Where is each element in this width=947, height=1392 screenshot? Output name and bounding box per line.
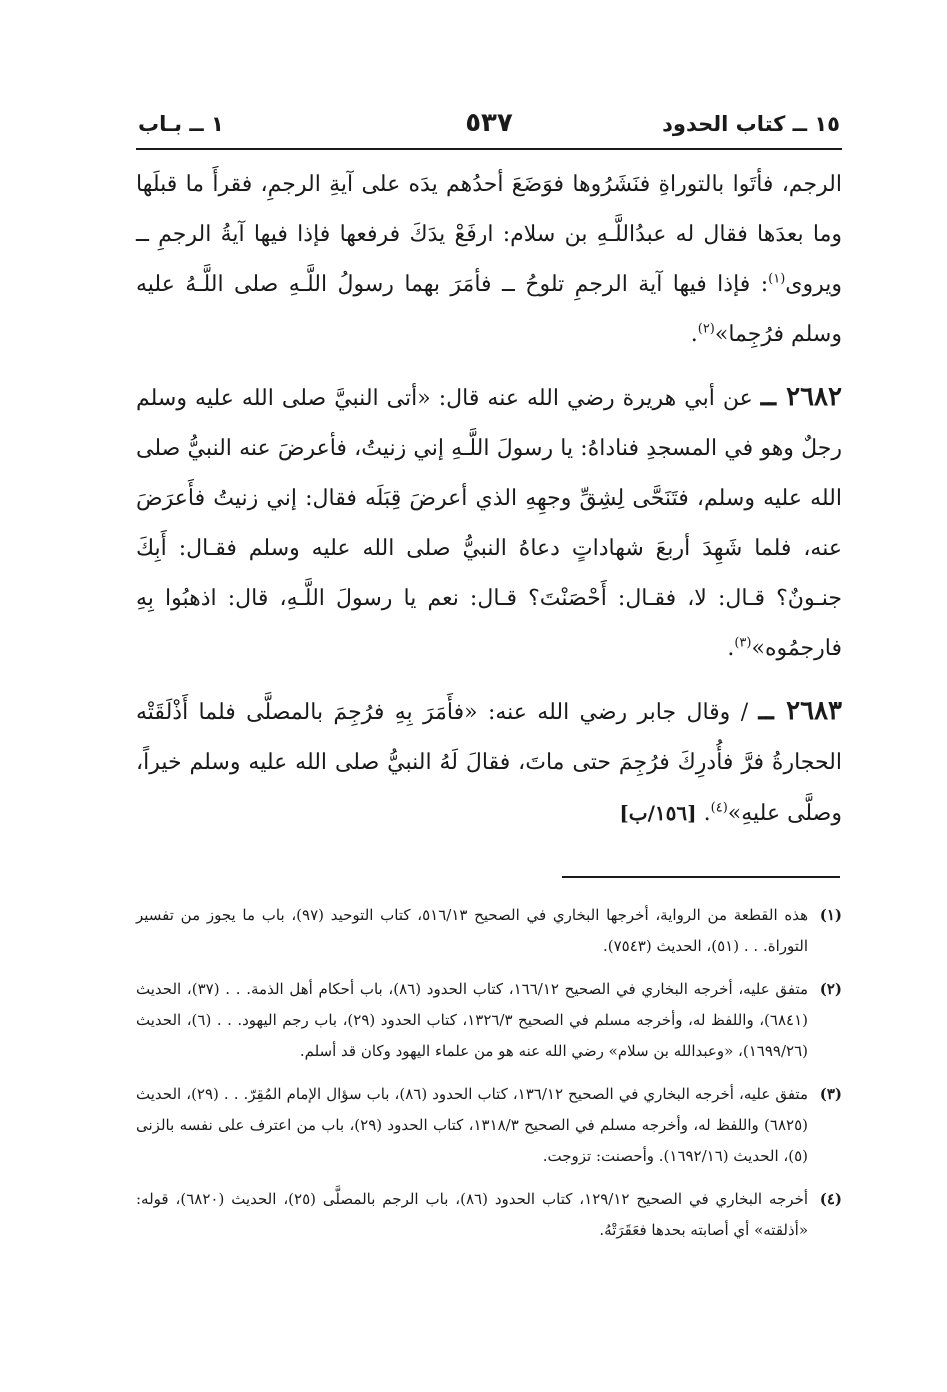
footnote-ref-1: (١) xyxy=(768,271,786,287)
footnote-ref-3: (٣) xyxy=(734,635,752,651)
hadith-2683 xyxy=(136,686,842,839)
footnote-ref-2: (٢) xyxy=(697,321,715,337)
paragraph-end: . xyxy=(703,801,711,826)
hadith-text: عن أبي هريرة رضي الله عنه قال: «أتى النبيَّ صلى الله عليه وسلم رجلٌ وهو في المسجدِ فناداهُ: يا رسولَ اللَّـهِ إني زنيتُ، فأعرضَ عنه النبيُّ صلى الله عليه وسلم، فتَنَحَّى لِشِقِّ وجهِهِ الذي أعرضَ قِبَلَه فقال: إني زنيتُ فأَعرَضَ عنه، فلما شَهِدَ أربعَ شهاداتٍ دعاهُ النبيُّ صلى الله عليه وسلم فقـال: أَبِكَ جنـونٌ؟ قـال: لا، فقـال: أَحْصَنْتَ؟ قـال: نعم يا رسولَ اللَّـهِ، قال: اذهبُوا بِهِ فارجمُوه» xyxy=(136,386,842,661)
footnote-number: (٤) xyxy=(819,1190,842,1208)
footnotes xyxy=(136,900,842,1258)
chapter-title: ١٥ ــ كتاب الحدود xyxy=(662,112,840,136)
footnote xyxy=(136,1079,842,1172)
hadith-text: وقال جابر رضي الله عنه: «فأَمَرَ بِهِ فرُجِمَ بالمصلَّى فلما أَذْلَقَتْه الحجارةُ فرَّ فأُدرِكَ فرُجِمَ حتى ماتَ، فقالَ لَهُ النبيُّ صلى الله عليه وسلم خيراً، وصلَّى عليهِ» xyxy=(136,700,842,826)
hadith-number: ٢٦٨٢ ــ xyxy=(760,382,842,412)
manuscript-slash: / xyxy=(740,700,749,725)
paragraph-text: الرجم، فأتَوا بالتوراةِ فنَشَرُوها فوَضَعَ أحدُهم يدَه على آيةِ الرجمِ، فقرأَ ما قبلَها وما بعدَها فقال له عبدُاللَّـهِ بن سلام: ارفَعْ يدَكَ فرفعها فإذا فيها آيةُ الرجمِ ــ ويروى xyxy=(136,172,842,297)
section-title: ١ ــ بـاب xyxy=(138,112,224,136)
footnote-text: متفق عليه، أخرجه البخاري في الصحيح ١٦٦/١٢، كتاب الحدود (٨٦)، باب أحكام أهل الذمة. . . (٣٧)، الحديث (٦٨٤١)، واللفظ له، وأخرجه مسلم في الصحيح ١٣٢٦/٣، كتاب الحدود (٢٩)، باب رجم اليهود. . . (٦)، الحديث (١٦٩٩/٢٦)، «وعبدالله بن سلام» رضي الله عنه هو من علماء اليهود وكان قد أسلم. xyxy=(136,980,809,1060)
footnote-divider xyxy=(562,876,840,878)
hadith-2682 xyxy=(136,372,842,674)
page-header xyxy=(138,108,840,146)
footnote-ref-4: (٤) xyxy=(710,800,728,816)
footnote xyxy=(136,900,842,962)
footnote xyxy=(136,1184,842,1246)
footnote-number: (١) xyxy=(819,906,842,924)
footnote-text: هذه القطعة من الرواية، أخرجها البخاري في الصحيح ٥١٦/١٣، كتاب التوحيد (٩٧)، باب ما يجوز من تفسير التوراة. . . (٥١)، الحديث (٧٥٤٣). xyxy=(136,906,809,955)
footnote-number: (٣) xyxy=(819,1085,842,1103)
footnote-text: أخرجه البخاري في الصحيح ١٢٩/١٢، كتاب الحدود (٨٦)، باب الرجم بالمصلَّى (٢٥)، الحديث (٦٨٢٠)، قوله: «أذلقته» أي أصابته بحدها فعَقَرَتْهُ. xyxy=(136,1190,809,1239)
paragraph-end: . xyxy=(690,322,698,347)
hadith-number: ٢٦٨٣ ــ xyxy=(758,696,843,726)
page-number: ٥٣٧ xyxy=(465,108,513,138)
paragraph-continuation xyxy=(136,160,842,360)
footnote-number: (٢) xyxy=(819,980,842,998)
main-text xyxy=(136,160,842,851)
paragraph-end: . xyxy=(727,636,735,661)
footnote-text: متفق عليه، أخرجه البخاري في الصحيح ١٣٦/١٢، كتاب الحدود (٨٦)، باب سؤال الإمام المُقِرّ. . . (٢٩)، الحديث (٦٨٢٥) واللفظ له، وأخرجه مسلم في الصحيح ١٣١٨/٣، كتاب الحدود (٢٩)، باب من اعترف على نفسه بالزنى (٥)، الحديث (١٦٩٢/١٦). وأحصنت: تزوجت. xyxy=(136,1085,809,1165)
paragraph-text: : فإذا فيها آية الرجمِ تلوحُ ــ فأمَرَ بهما رسولُ اللَّـهِ صلى اللَّـهُ عليه وسلم فرُجِما» xyxy=(136,272,842,347)
footnote xyxy=(136,974,842,1067)
manuscript-folio-marker: [١٥٦/ب] xyxy=(619,801,697,825)
header-divider xyxy=(136,148,842,150)
